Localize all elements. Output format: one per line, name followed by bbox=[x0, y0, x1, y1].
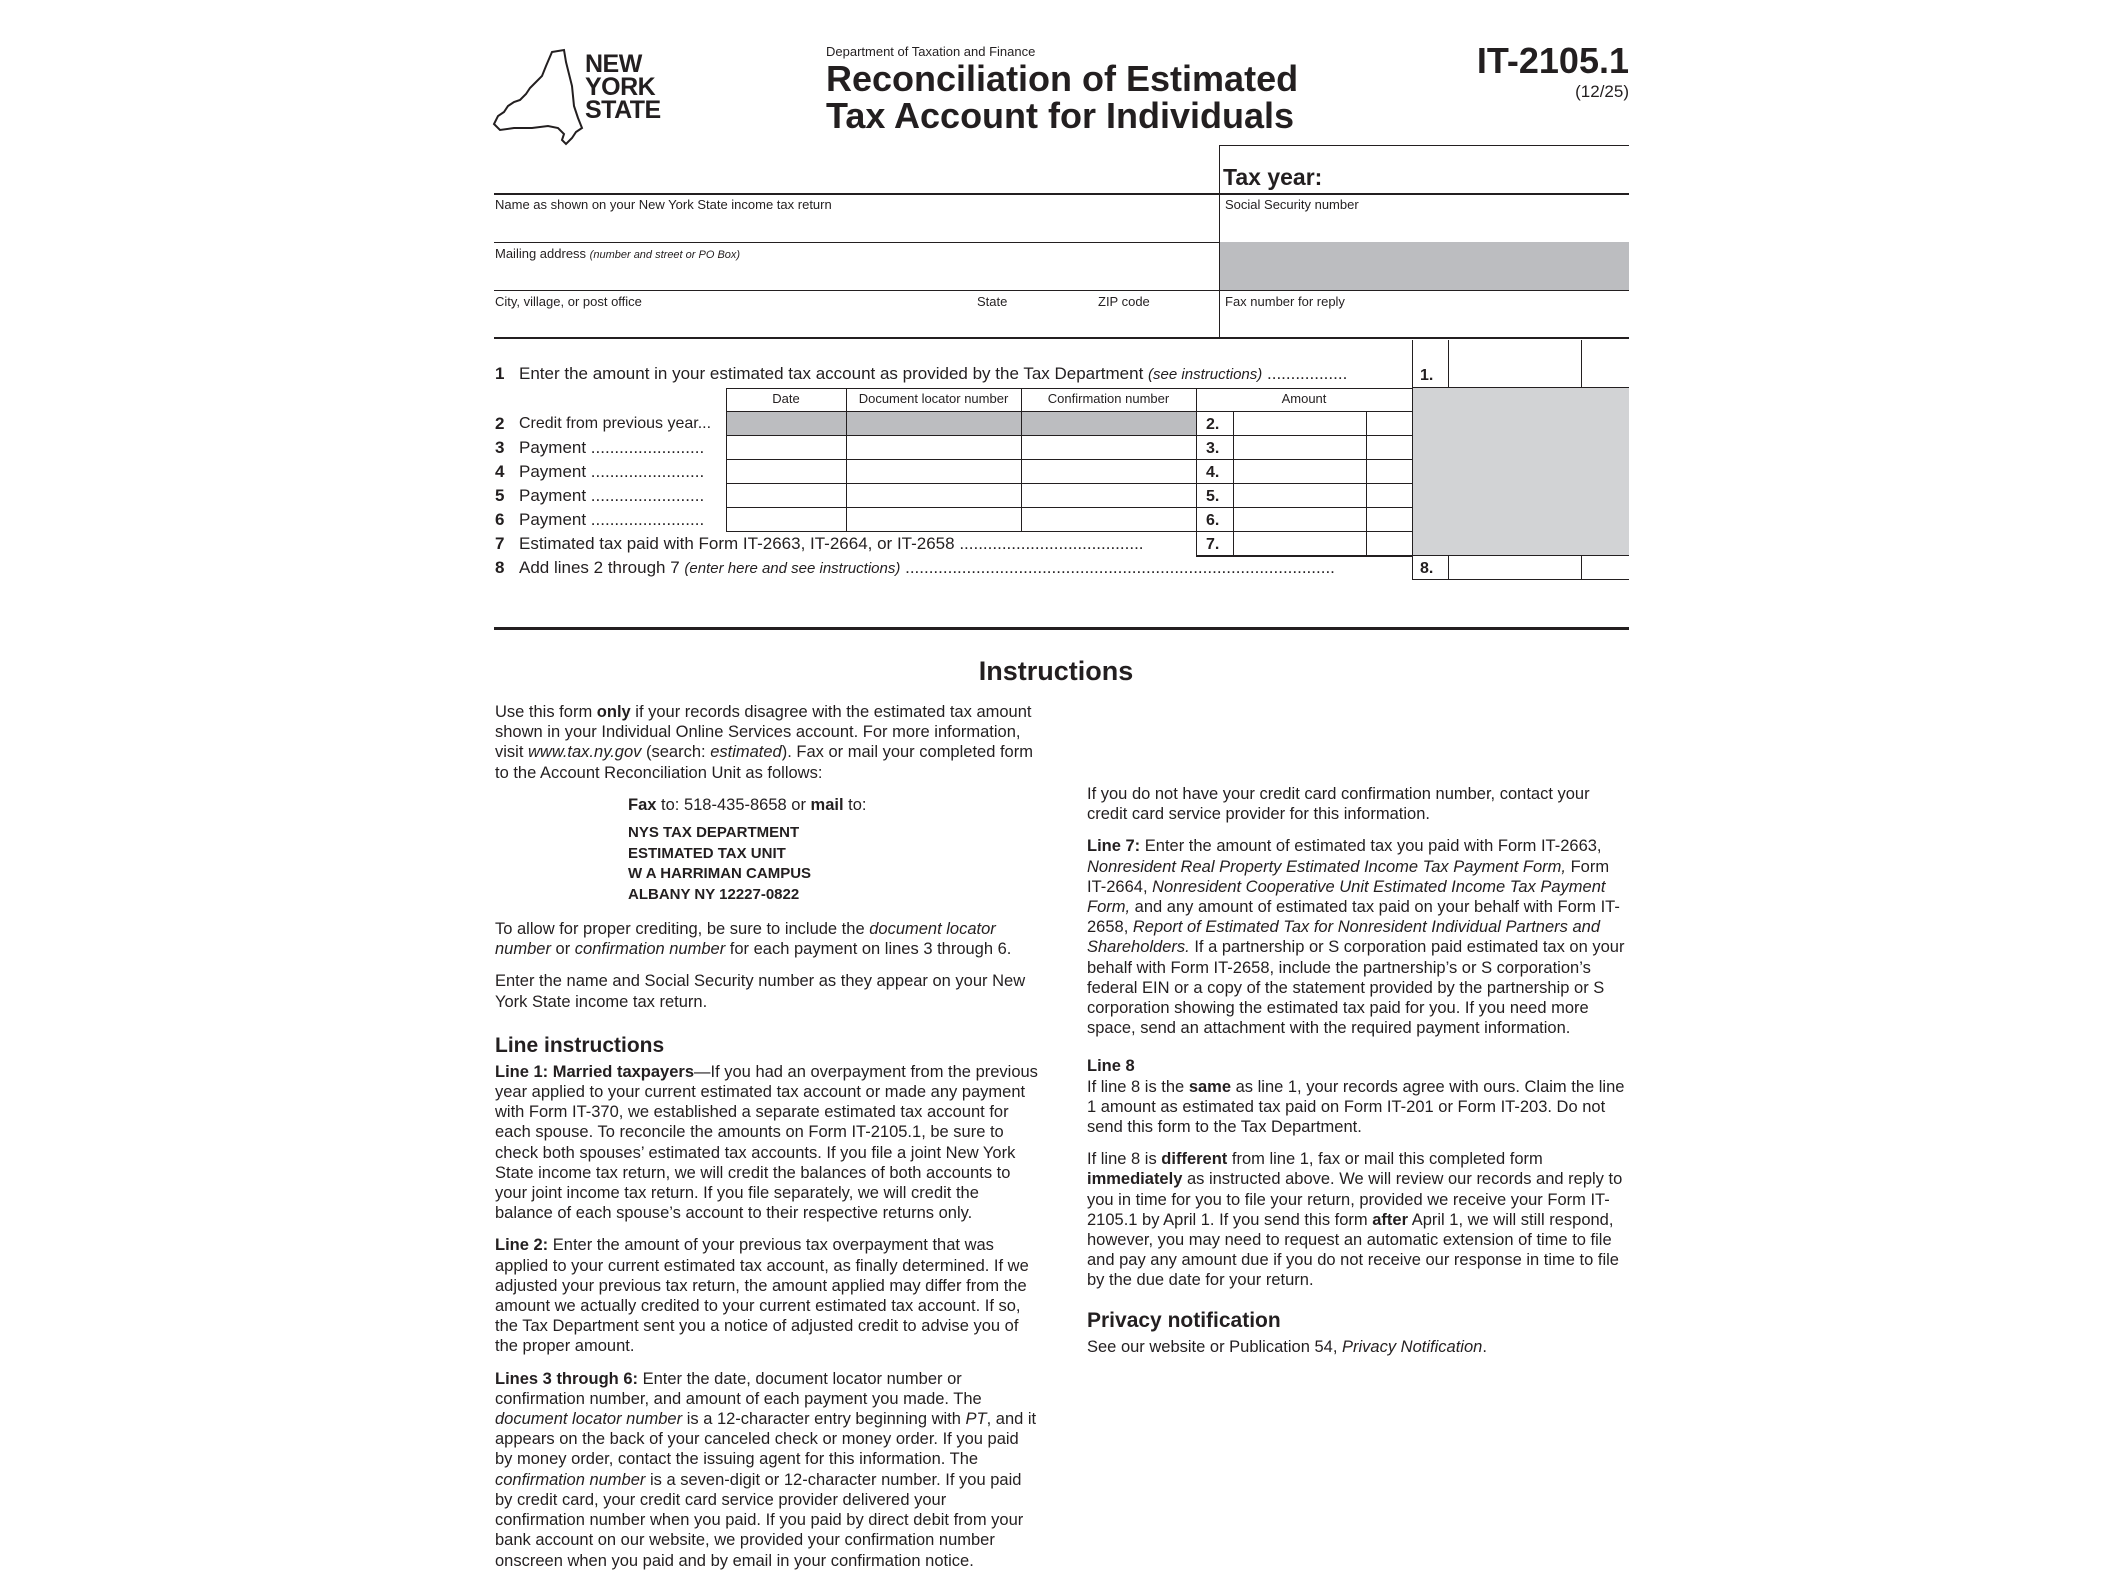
line5-date-input[interactable] bbox=[728, 485, 844, 506]
shaded-amount-area bbox=[1412, 388, 1629, 555]
address-line1: NYS TAX DEPARTMENT bbox=[628, 824, 800, 842]
col-date: Date bbox=[772, 391, 800, 406]
line-instructions-heading: Line instructions bbox=[495, 1033, 665, 1057]
col-confirmation: Confirmation number bbox=[1047, 391, 1170, 406]
address-input[interactable] bbox=[495, 262, 1215, 288]
line2-number: 2 bbox=[495, 414, 505, 433]
mailing-instructions bbox=[495, 795, 1040, 905]
shaded-block bbox=[1220, 242, 1629, 290]
line1-text: Enter the amount in your estimated tax account as provided by the Tax Department bbox=[519, 364, 1144, 383]
line3-number: 3 bbox=[495, 438, 505, 457]
form-number: IT-2105.1 bbox=[1476, 40, 1629, 81]
address-label-text: Mailing address bbox=[495, 246, 587, 261]
line2-amount-input[interactable] bbox=[1235, 413, 1364, 434]
line7-label: Estimated tax paid with Form IT-2663, IT-2664, or IT-2658 ....................................... bbox=[519, 534, 1144, 553]
line2-cents-input[interactable] bbox=[1368, 413, 1410, 434]
line4-dln-input[interactable] bbox=[848, 461, 1019, 482]
address-line2: ESTIMATED TAX UNIT bbox=[628, 844, 786, 862]
line1-number: 1 bbox=[495, 364, 505, 383]
state-input[interactable] bbox=[977, 310, 1087, 336]
address-line3: W A HARRIMAN CAMPUS bbox=[628, 865, 812, 883]
zip-label: ZIP code bbox=[1098, 294, 1150, 309]
line1-box-label: 1. bbox=[1420, 367, 1434, 384]
form-revision: (12/25) bbox=[1575, 82, 1629, 101]
tax-year-label: Tax year: bbox=[1223, 164, 1323, 190]
name-ssn-paragraph: Enter the name and Social Security number as they appear on your New York State income tax return. bbox=[495, 972, 1026, 1011]
line5-cents-input[interactable] bbox=[1368, 485, 1410, 506]
line5-confirmation-input[interactable] bbox=[1023, 485, 1194, 506]
fax-input[interactable] bbox=[1225, 310, 1625, 336]
ssn-input[interactable] bbox=[1225, 214, 1625, 240]
col-amount: Amount bbox=[1281, 391, 1327, 406]
line5-dln-input[interactable] bbox=[848, 485, 1019, 506]
line4-confirmation-input[interactable] bbox=[1023, 461, 1194, 482]
line4-number: 4 bbox=[495, 462, 505, 481]
shaded-line2-cells bbox=[726, 412, 1196, 435]
line3-dln-input[interactable] bbox=[848, 437, 1019, 458]
col-document-locator: Document locator number bbox=[858, 391, 1009, 406]
credit-card-paragraph: If you do not have your credit card confirmation number, contact your credit card service provider for this information. bbox=[1087, 785, 1590, 824]
line1-label bbox=[519, 364, 1347, 384]
instructions-right-column bbox=[1087, 702, 1632, 1369]
line6-dln-input[interactable] bbox=[848, 509, 1019, 530]
department-name: Department of Taxation and Finance bbox=[826, 44, 1036, 59]
logo-text-state: STATE bbox=[585, 96, 661, 124]
lines3-6-instruction: Lines 3 through 6: Enter the date, document locator number or confirmation number, and amount of each payment you made. The document locator number is a 12-character entry beginning with PT, and it appears on the back of your canceled check or money order. If you paid by money order, contact the issuing agent for this information. The confirmation number is a seven-digit or 12-character number. If you paid by credit card, your credit card service provider delivered your confirmation number when you paid. If you paid by direct debit from your bank account on our website, we provided your confirmation number onscreen when you paid and by email in your confirmation notice. bbox=[495, 1369, 1037, 1570]
zip-input[interactable] bbox=[1098, 310, 1213, 336]
line1-amount-input[interactable] bbox=[1450, 342, 1580, 386]
state-label: State bbox=[977, 294, 1008, 309]
fax-label: Fax number for reply bbox=[1225, 294, 1345, 309]
line8-label bbox=[519, 558, 1335, 578]
line3-amount-input[interactable] bbox=[1235, 437, 1364, 458]
line2-box-label: 2. bbox=[1206, 416, 1220, 433]
line4-cents-input[interactable] bbox=[1368, 461, 1410, 482]
line6-date-input[interactable] bbox=[728, 509, 844, 530]
line5-label: Payment ........................ bbox=[519, 486, 705, 505]
line8-amount-input[interactable] bbox=[1450, 557, 1580, 579]
instructions-left-column bbox=[495, 702, 1040, 1583]
line8-different-paragraph: If line 8 is different from line 1, fax or mail this completed form immediately as instructed above. We will review our records and reply to you in time for you to file your return, provided we receive your Form IT-2105.1 by April 1. If you send this form after April 1, we will still respond, however, you may need to request an automatic extension of time to file and pay any amount due if you do not receive our response in time to file by the due date for your return. bbox=[1087, 1150, 1623, 1290]
form-title bbox=[826, 60, 1386, 134]
line5-box-label: 5. bbox=[1206, 488, 1220, 505]
line8-number: 8 bbox=[495, 558, 505, 577]
line3-label: Payment ........................ bbox=[519, 438, 705, 457]
line2-instruction: Line 2: Enter the amount of your previous tax overpayment that was applied to your current estimated tax account, as finally determined. If we adjusted your previous tax return, the amount applied may differ from the amount we actually credited to your current estimated tax account. If so, the Tax Department sent you a notice of adjusted credit to advise you of the proper amount. bbox=[495, 1236, 1029, 1356]
line7-instruction: Line 7: Enter the amount of estimated tax you paid with Form IT-2663, Nonresident Real Property Estimated Income Tax Payment Form, Form IT-2664, Nonresident Cooperative Unit Estimated Income Tax Payment Form, and any amount of estimated tax paid on your behalf with Form IT-2658, Report of Estimated Tax for Nonresident Individual Partners and Shareholders. If a partnership or S corporation paid estimated tax on your behalf with Form IT-2658, include the partnership’s or S corporation’s federal EIN or a copy of the statement provided by the partnership or S corporation showing the estimated tax paid for you. If you need more space, send an attachment with the required payment information. bbox=[1087, 837, 1625, 1038]
logo-text-new: NEW bbox=[585, 50, 642, 78]
line3-box-label: 3. bbox=[1206, 440, 1220, 457]
line6-amount-input[interactable] bbox=[1235, 509, 1364, 530]
intro-paragraph: Use this form only if your records disagree with the estimated tax amount shown in your Individual Online Services account. For more information, visit www.tax.ny.gov (search: estimated). Fax or mail your completed form to the Account Reconciliation Unit as follows: bbox=[495, 703, 1033, 782]
line7-cents-input[interactable] bbox=[1368, 533, 1410, 554]
name-label: Name as shown on your New York State income tax return bbox=[495, 197, 832, 212]
line3-cents-input[interactable] bbox=[1368, 437, 1410, 458]
line5-number: 5 bbox=[495, 486, 505, 505]
logo-text-york: YORK bbox=[585, 73, 656, 101]
line1-dots: ................. bbox=[1267, 364, 1348, 383]
line6-box-label: 6. bbox=[1206, 512, 1220, 529]
line2-label: Credit from previous year... bbox=[519, 415, 712, 432]
line6-number: 6 bbox=[495, 510, 505, 529]
line4-label: Payment ........................ bbox=[519, 462, 705, 481]
privacy-heading: Privacy notification bbox=[1087, 1308, 1281, 1332]
city-label: City, village, or post office bbox=[495, 294, 642, 309]
line7-number: 7 bbox=[495, 534, 505, 553]
address-label bbox=[495, 246, 740, 261]
line4-amount-input[interactable] bbox=[1235, 461, 1364, 482]
ssn-label: Social Security number bbox=[1225, 197, 1359, 212]
line6-confirmation-input[interactable] bbox=[1023, 509, 1194, 530]
line8-heading: Line 8 bbox=[1087, 1057, 1135, 1076]
line7-amount-input[interactable] bbox=[1235, 533, 1364, 554]
nys-map-icon bbox=[492, 48, 592, 148]
address-hint: (number and street or PO Box) bbox=[589, 249, 741, 261]
tax-year-input[interactable] bbox=[1300, 168, 1620, 192]
instructions-heading: Instructions bbox=[978, 656, 1134, 686]
line5-amount-input[interactable] bbox=[1235, 485, 1364, 506]
line1-cents-input[interactable] bbox=[1583, 342, 1627, 386]
privacy-paragraph: See our website or Publication 54, Privacy Notification. bbox=[1087, 1337, 1487, 1356]
line3-date-input[interactable] bbox=[728, 437, 844, 458]
line4-date-input[interactable] bbox=[728, 461, 844, 482]
line8-text: Add lines 2 through 7 bbox=[519, 558, 680, 577]
address-line4: ALBANY NY 12227-0822 bbox=[628, 885, 800, 903]
fax-line: Fax to: 518-435-8658 or mail to: bbox=[628, 795, 867, 814]
line1-instruction: Line 1: Married taxpayers—If you had an overpayment from the previous year applied to your current estimated tax account or made any payment with Form IT-370, we established a separate estimated tax account for each spouse. To reconcile the amounts on Form IT-2105.1, be sure to check both spouses’ estimated tax accounts. If you file a joint New York State income tax return, we will credit the balances of both accounts to your joint income tax return. If you file separately, we will credit the balance of each spouse’s account to their respective returns only. bbox=[495, 1062, 1038, 1223]
line6-label: Payment ........................ bbox=[519, 510, 705, 529]
line3-confirmation-input[interactable] bbox=[1023, 437, 1194, 458]
line4-box-label: 4. bbox=[1206, 464, 1220, 481]
line7-box-label: 7. bbox=[1206, 536, 1220, 553]
city-input[interactable] bbox=[495, 310, 965, 336]
line8-dots: ........................................................................................... bbox=[905, 558, 1335, 577]
line8-cents-input[interactable] bbox=[1583, 557, 1627, 579]
name-input[interactable] bbox=[495, 214, 1215, 240]
form-title-line1: Reconciliation of Estimated bbox=[826, 58, 1299, 99]
line8-same-paragraph: If line 8 is the same as line 1, your records agree with ours. Claim the line 1 amount as estimated tax paid on Form IT-201 or Form IT-203. Do not send this form to the Tax Department. bbox=[1087, 1077, 1625, 1137]
crediting-paragraph: To allow for proper crediting, be sure to include the document locator number or confirmation number for each payment on lines 3 through 6. bbox=[495, 920, 1012, 959]
nys-logo bbox=[492, 48, 672, 148]
line8-box-label: 8. bbox=[1420, 560, 1434, 577]
line1-italic: (see instructions) bbox=[1148, 366, 1263, 383]
form-title-line2: Tax Account for Individuals bbox=[826, 95, 1295, 136]
line8-italic: (enter here and see instructions) bbox=[684, 560, 901, 577]
line6-cents-input[interactable] bbox=[1368, 509, 1410, 530]
